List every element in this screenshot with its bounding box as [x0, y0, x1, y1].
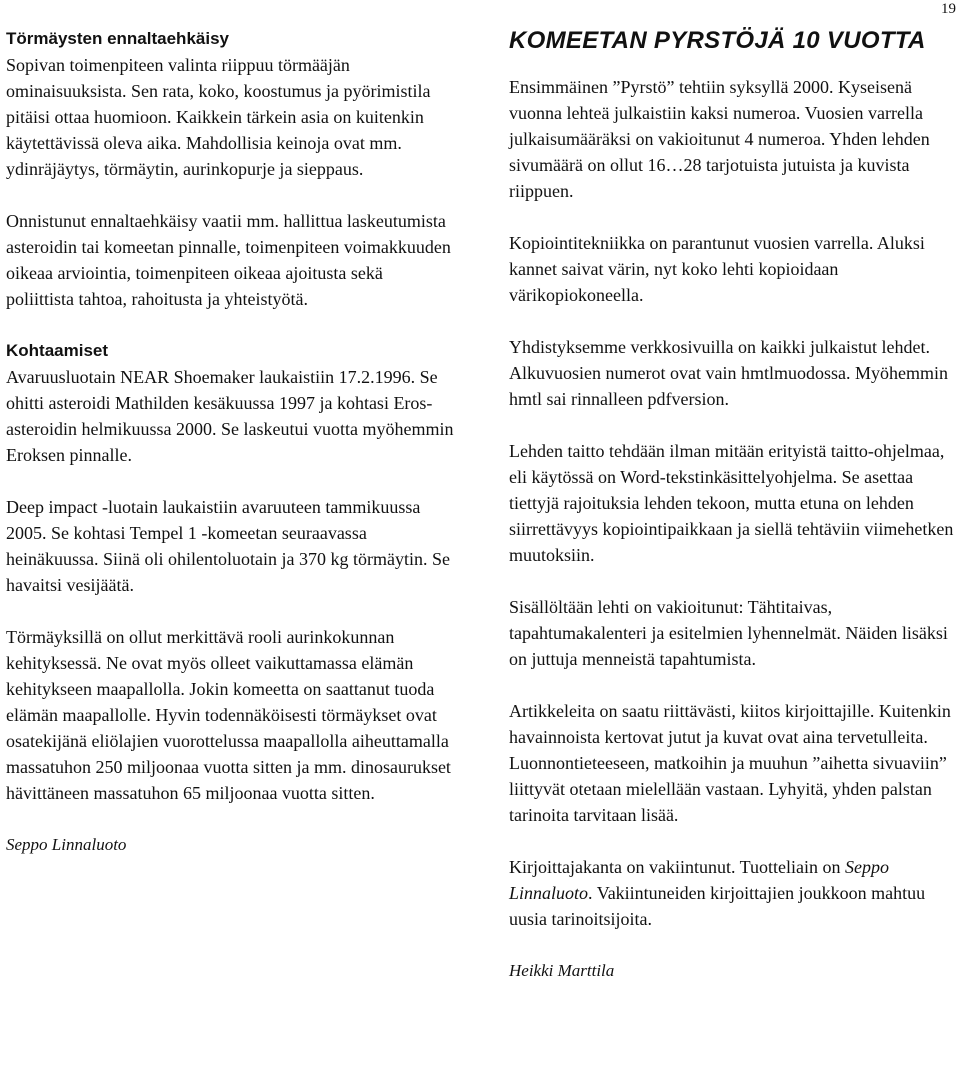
- author-signature-right: Heikki Marttila: [509, 961, 615, 980]
- paragraph-layout: Lehden taitto tehdään ilman mitään erityistä taitto-ohjelmaa, eli käytössä on Word-tekstinkäsittelyohjelma. Se asettaa tiettyjä rajoituksia lehden tekoon, mutta etuna on lehden siirrettävyys kopiointipaikkaan ja siellä tehtäviin viimehetken muutoksiin.: [509, 441, 954, 565]
- paragraph-near-shoemaker: Avaruusluotain NEAR Shoemaker laukaistiin 17.2.1996. Se ohitti asteroidi Mathilden kesäkuussa 1997 ja kohtasi Eros-asteroidin helmikuussa 2000. Se laskeutui vuotta myöhemmin Eroksen pinnalle.: [6, 367, 454, 465]
- author-signature-left: Seppo Linnaluoto: [6, 835, 127, 854]
- right-column: [509, 26, 954, 984]
- paragraph-writers: [509, 854, 954, 932]
- paragraph-collision-prevention: Sopivan toimenpiteen valinta riippuu törmääjän ominaisuuksista. Sen rata, koko, koostumus ja pyörimistila pitäisi ottaa huomioon. Kaikkein tärkein asia on kuitenkin käytettävissä oleva aika. Mahdollisia keinoja ovat mm. ydinräjäytys, törmäytin, aurinkopurje ja sieppaus.: [6, 55, 431, 179]
- page-number: 19: [941, 1, 956, 17]
- writer-name: Seppo Linnaluoto: [509, 857, 889, 903]
- paragraph-copy-technique: Kopiointitekniikka on parantunut vuosien varrella. Aluksi kannet saivat värin, nyt koko lehti kopioidaan värikopiokoneella.: [509, 233, 925, 305]
- writers-text-before: Kirjoittajakanta on vakiintunut. Tuotteliain on: [509, 857, 845, 877]
- article-title: KOMEETAN PYRSTÖJÄ 10 VUOTTA: [509, 27, 926, 54]
- paragraph-impacts-role: Törmäyksillä on ollut merkittävä rooli aurinkokunnan kehityksessä. Ne ovat myös olleet vaikuttamassa elämän kehitykseen maapallolla. Jokin komeetta on saattanut tuoda elämän maapallolle. Hyvin todennäköisesti törmäykset ovat osatekijänä eliölajien vuorottelussa maapallolla aiheuttamalla massatuhon 250 miljoonaa vuotta sitten ja mm. dinosaurukset hävittäneen massatuhon 65 miljoonaa vuotta sitten.: [6, 627, 451, 803]
- paragraph-website: Yhdistyksemme verkkosivuilla on kaikki julkaistut lehdet. Alkuvuosien numerot ovat vain hmtlmuodossa. Myöhemmin hmtl sai rinnalleen pdfversion.: [509, 337, 948, 409]
- paragraph-successful-prevention: Onnistunut ennaltaehkäisy vaatii mm. hallittua laskeutumista asteroidin tai komeetan pinnalle, toimenpiteen voimakkuuden oikeaa arviointia, toimenpiteen oikeaa ajoitusta sekä poliittista tahtoa, rahoitusta ja yhteistyötä.: [6, 211, 451, 309]
- paragraph-content: Sisällöltään lehti on vakioitunut: Tähtitaivas, tapahtumakalenteri ja esitelmien lyhennelmät. Näiden lisäksi on juttuja menneistä tapahtumista.: [509, 597, 948, 669]
- writers-text-after: . Vakiintuneiden kirjoittajien joukkoon mahtuu uusia tarinoitsijoita.: [509, 883, 926, 929]
- heading-encounters: Kohtaamiset: [6, 341, 109, 360]
- paragraph-first-issue: Ensimmäinen ”Pyrstö” tehtiin syksyllä 2000. Kyseisenä vuonna lehteä julkaistiin kaksi numeroa. Vuosien varrella julkaisumääräksi on vakioitunut 4 numeroa. Yhden lehden sivumäärä on ollut 16…28 tarjotuista jutuista ja kuvista riippuen.: [509, 77, 930, 201]
- paragraph-articles: Artikkeleita on saatu riittävästi, kiitos kirjoittajille. Kuitenkin havainnoista kertovat jutut ja kuvat ovat aina tervetulleita. Luonnontieteeseen, matkoihin ja muuhun ”aihetta sivuaviin” liittyvät otetaan mielellään vastaan. Lyhyitä, yhden palstan tarinoita tarvitaan lisää.: [509, 701, 951, 825]
- paragraph-deep-impact: Deep impact -luotain laukaistiin avaruuteen tammikuussa 2005. Se kohtasi Tempel 1 -komeetan seuraavassa heinäkuussa. Siinä oli ohilentoluotain ja 370 kg törmäytin. Se havaitsi vesijäätä.: [6, 497, 450, 595]
- heading-collision-prevention: Törmäysten ennaltaehkäisy: [6, 29, 229, 48]
- left-column: [6, 26, 454, 858]
